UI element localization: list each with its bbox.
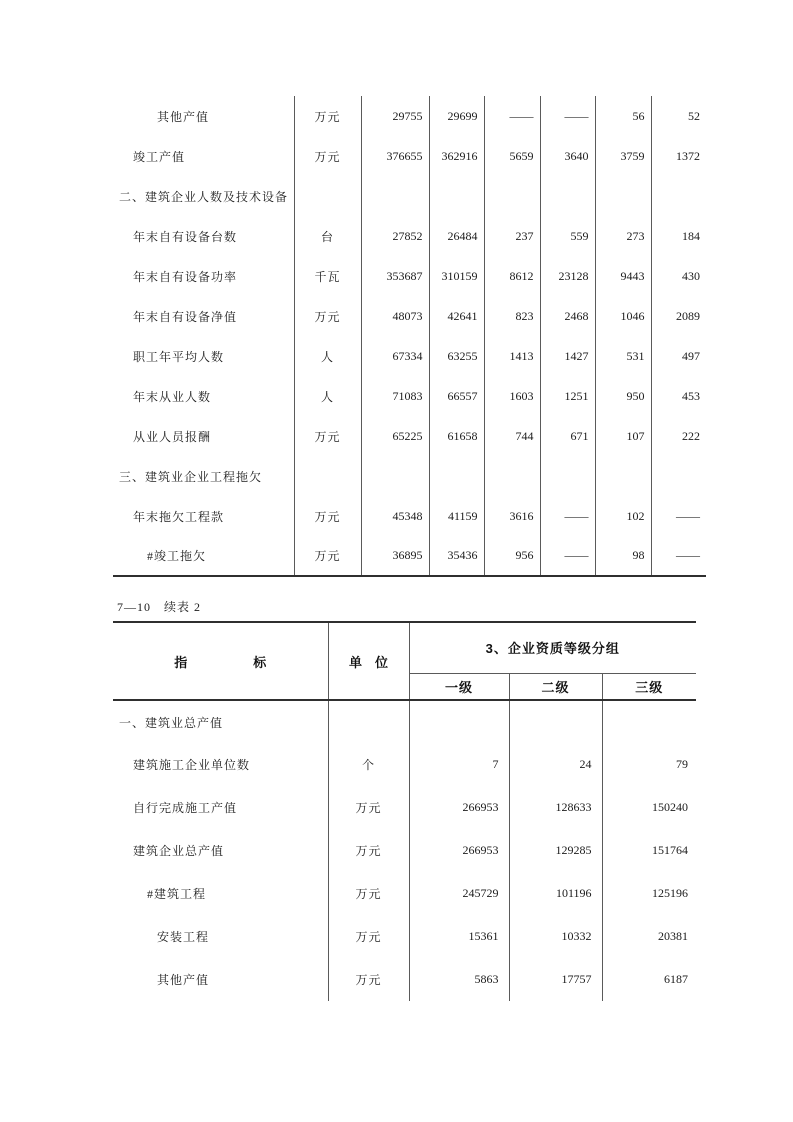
value-cell: 353687 [361,256,429,296]
value-cell: —— [484,96,540,136]
indicator-cell: 年末自有设备功率 [133,269,238,284]
value-cell: 102 [595,496,651,536]
value-cell: 98 [595,536,651,576]
value-cell: 7 [409,743,509,786]
value-cell: 2089 [676,308,700,323]
value-cell: 222 [682,428,700,443]
unit-cell [294,456,361,496]
indicator-cell: 竣工产值 [133,149,186,164]
indicator-cell: 其他产值 [157,973,210,987]
table-row [113,416,706,456]
unit-cell: 万元 [294,96,361,136]
value-cell: 5659 [484,136,540,176]
value-cell: 956 [484,536,540,576]
grade3-header: 三级 [602,673,696,700]
value-cell: 362916 [429,136,484,176]
value-cell [651,456,706,496]
section-title-cell: 三、建筑业企业工程拖欠 [119,469,263,484]
value-cell: 3640 [540,136,595,176]
grade2-header: 二级 [509,673,602,700]
value-cell: 8612 [484,256,540,296]
table-row [113,96,706,136]
unit-cell: 万元 [328,829,409,872]
value-cell: 63255 [429,336,484,376]
value-cell: 107 [595,416,651,456]
table-row [113,915,696,958]
value-cell: —— [540,536,595,576]
value-cell [509,700,602,743]
value-cell: 744 [484,416,540,456]
table-row [113,829,696,872]
value-cell: 128633 [509,786,602,829]
unit-cell: 万元 [294,296,361,336]
value-cell [595,176,651,216]
indicator-cell: 从业人员报酬 [133,429,212,444]
unit-cell: 万元 [328,958,409,1001]
value-cell: 36895 [361,536,429,576]
unit-cell: 万元 [328,915,409,958]
table-section-row [113,456,706,496]
value-cell [484,176,540,216]
value-cell: 430 [682,268,700,283]
table-row [113,136,706,176]
value-cell: 129285 [509,829,602,872]
unit-cell [294,176,361,216]
value-cell [540,176,595,216]
value-cell: 15361 [409,915,509,958]
value-cell: 151764 [652,843,689,857]
value-cell: —— [540,96,595,136]
grade1-header: 一级 [409,673,509,700]
value-cell: 497 [682,348,700,363]
unit-header: 单 位 [328,622,409,700]
unit-cell: 万元 [328,786,409,829]
value-cell: 1603 [484,376,540,416]
unit-cell: 万元 [294,536,361,576]
value-cell: 125196 [652,886,689,900]
value-cell: 67334 [361,336,429,376]
indicator-header: 指 标 [113,622,328,700]
unit-cell: 万元 [328,872,409,915]
value-cell: 42641 [429,296,484,336]
unit-cell: 万元 [294,416,361,456]
value-cell: 823 [484,296,540,336]
unit-cell: 万元 [294,136,361,176]
table-section-row [113,700,696,743]
table-section-row [113,176,706,216]
table-row [113,216,706,256]
indicator-cell: 建筑施工企业单位数 [133,758,251,772]
value-cell: —— [676,508,700,523]
continued-statistics-table [113,96,706,577]
unit-cell: 千瓦 [294,256,361,296]
indicator-cell: 年末自有设备台数 [133,229,238,244]
value-cell: 3616 [484,496,540,536]
value-cell [429,176,484,216]
value-cell: 950 [595,376,651,416]
value-cell: 35436 [429,536,484,576]
table-header-row [113,622,696,673]
value-cell: 184 [682,228,700,243]
unit-cell: 个 [328,743,409,786]
value-cell: 9443 [595,256,651,296]
value-cell: 376655 [361,136,429,176]
value-cell: 245729 [409,872,509,915]
value-cell: 6187 [664,972,689,986]
value-cell: 48073 [361,296,429,336]
section-title-cell: 二、建筑企业人数及技术设备 [119,189,289,204]
value-cell: 45348 [361,496,429,536]
value-cell: 453 [682,388,700,403]
value-cell: 29755 [361,96,429,136]
value-cell [602,700,696,743]
value-cell: 266953 [409,786,509,829]
section-title-cell: 一、建筑业总产值 [119,715,224,730]
indicator-cell: 年末从业人数 [133,389,212,404]
value-cell: 29699 [429,96,484,136]
indicator-cell: #竣工拖欠 [113,536,294,576]
value-cell: 1251 [540,376,595,416]
qualification-grade-table [113,621,696,1001]
unit-cell: 万元 [294,496,361,536]
value-cell: 79 [676,757,689,771]
group-header: 3、企业资质等级分组 [409,622,696,673]
indicator-cell: 建筑企业总产值 [133,844,225,858]
table-row [113,536,706,576]
value-cell [361,456,429,496]
value-cell: 5863 [409,958,509,1001]
unit-cell [328,700,409,743]
value-cell: 27852 [361,216,429,256]
value-cell [651,176,706,216]
table-row [113,376,706,416]
value-cell: 101196 [509,872,602,915]
indicator-cell: 其他产值 [157,109,210,124]
value-cell [361,176,429,216]
unit-cell: 台 [294,216,361,256]
value-cell [429,456,484,496]
value-cell: 1372 [676,148,700,163]
value-cell: 20381 [658,929,689,943]
value-cell: 237 [484,216,540,256]
value-cell: 1413 [484,336,540,376]
table-row [113,958,696,1001]
value-cell: 310159 [429,256,484,296]
value-cell: 1427 [540,336,595,376]
indicator-cell: 安装工程 [157,930,210,944]
value-cell: 23128 [540,256,595,296]
unit-cell: 人 [294,376,361,416]
indicator-cell: 自行完成施工产值 [133,801,238,815]
table-row [113,786,696,829]
value-cell: 56 [595,96,651,136]
value-cell: 266953 [409,829,509,872]
value-cell [595,456,651,496]
indicator-cell: 年末自有设备净值 [133,309,238,324]
value-cell: 24 [509,743,602,786]
indicator-cell: 职工年平均人数 [133,349,225,364]
value-cell: 41159 [429,496,484,536]
value-cell: 52 [688,108,700,123]
table-row [113,872,696,915]
value-cell: —— [540,496,595,536]
value-cell: 2468 [540,296,595,336]
table-row [113,336,706,376]
indicator-cell: 年末拖欠工程款 [133,509,225,524]
value-cell: 559 [540,216,595,256]
indicator-cell: #建筑工程 [147,887,207,901]
value-cell: 150240 [652,800,689,814]
value-cell: 3759 [595,136,651,176]
value-cell: 531 [595,336,651,376]
value-cell: 671 [540,416,595,456]
table-row [113,256,706,296]
value-cell: 65225 [361,416,429,456]
value-cell: 1046 [595,296,651,336]
value-cell [484,456,540,496]
table-caption: 7—10 续表 2 [117,600,202,614]
value-cell: 61658 [429,416,484,456]
value-cell: 66557 [429,376,484,416]
value-cell [540,456,595,496]
value-cell: 17757 [509,958,602,1001]
value-cell: 26484 [429,216,484,256]
table-row [113,496,706,536]
value-cell: 71083 [361,376,429,416]
value-cell [409,700,509,743]
table-row [113,296,706,336]
value-cell: —— [651,536,706,576]
unit-cell: 人 [294,336,361,376]
table-row [113,743,696,786]
value-cell: 273 [595,216,651,256]
value-cell: 10332 [509,915,602,958]
